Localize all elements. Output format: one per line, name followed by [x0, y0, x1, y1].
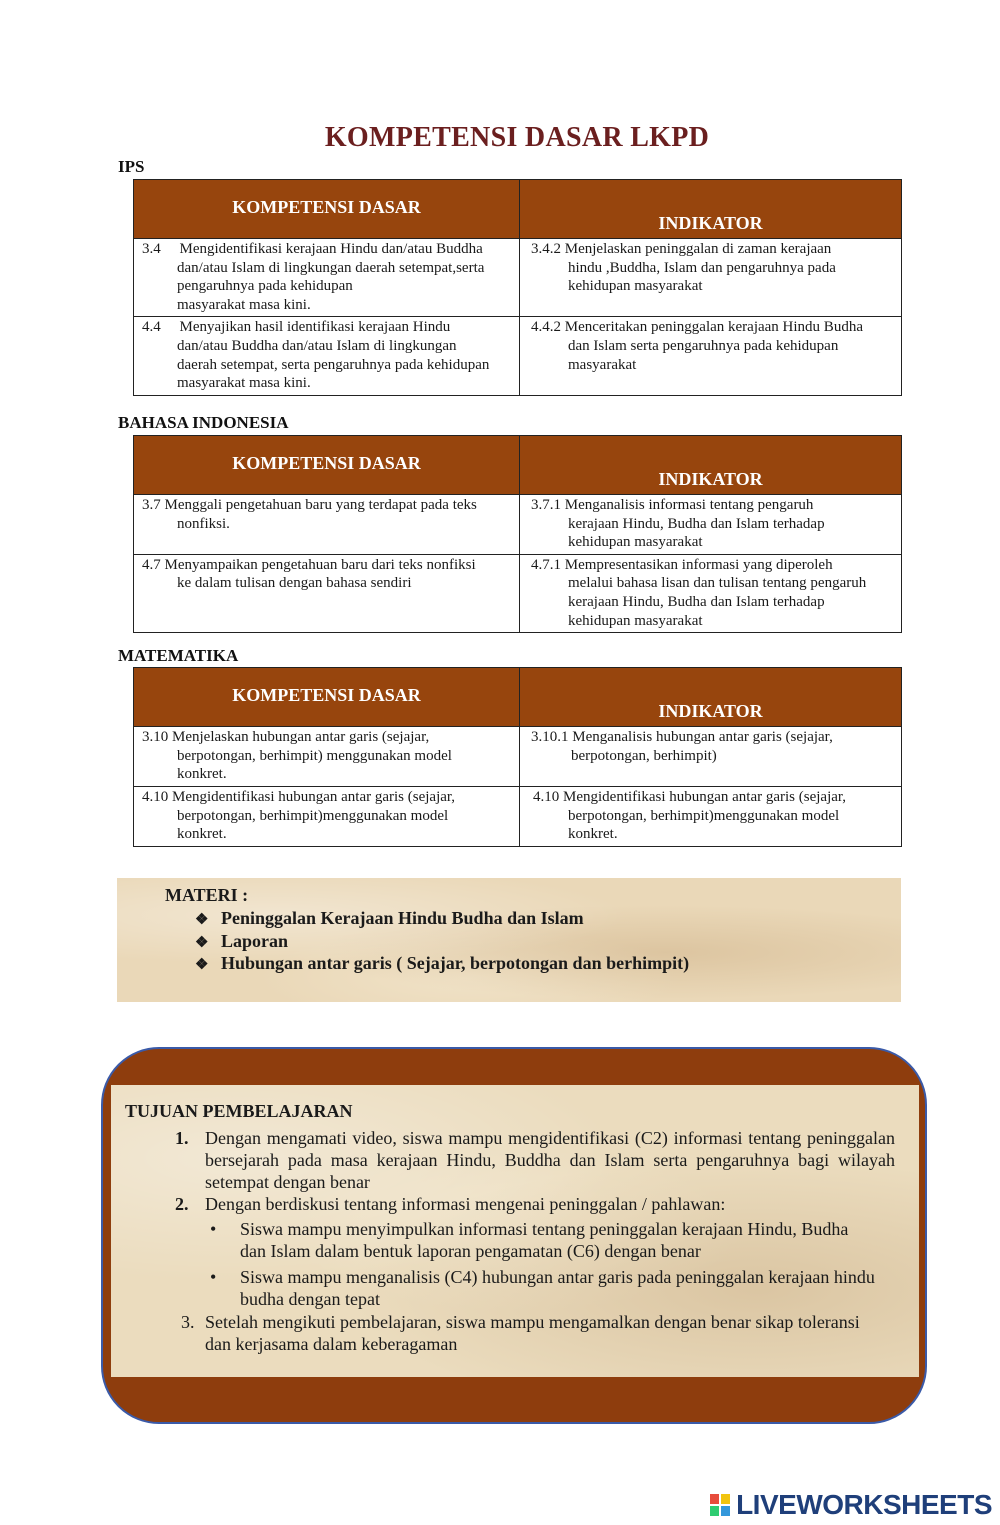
bullet-icon: • — [210, 1219, 217, 1239]
kd-cell — [134, 787, 520, 847]
table-row — [134, 495, 902, 555]
kd-line: 3.7 Menggali pengetahuan baru yang terdapat pada teks — [142, 497, 477, 513]
tujuan-bullet-1 — [210, 1218, 860, 1262]
tujuan-bullet-2 — [210, 1266, 900, 1310]
kd-line: pengaruhnya pada kehidupan — [177, 278, 353, 295]
kd-line: dan/atau Buddha dan/atau Islam di lingkungan — [177, 337, 457, 354]
ind-line: kehidupan masyarakat — [568, 534, 703, 551]
header-indikator: INDIKATOR — [520, 668, 902, 727]
materi-item-text: Laporan — [221, 930, 289, 951]
table-row — [134, 554, 902, 632]
materi-list — [195, 908, 689, 976]
kd-line: 4.4 Menyajikan hasil identifikasi kerajaan Hindu — [142, 319, 451, 336]
indikator-cell — [520, 239, 902, 317]
ind-line: hindu ,Buddha, Islam dan pengaruhnya pada — [568, 259, 836, 276]
materi-heading: MATERI : — [165, 885, 249, 905]
kd-line: konkret. — [177, 766, 227, 783]
ind-line: berpotongan, berhimpit) — [571, 747, 717, 764]
materi-box — [117, 878, 901, 1002]
materi-item-text: Hubungan antar garis ( Sejajar, berpotongan dan berhimpit) — [221, 953, 690, 973]
bahasa-table — [133, 435, 902, 633]
ind-line: kerajaan Hindu, Budha dan Islam terhadap — [568, 593, 825, 610]
kd-line: 4.10 Mengidentifikasi hubungan antar garis (sejajar, — [142, 789, 456, 805]
kd-line: berpotongan, berhimpit)menggunakan model — [177, 807, 449, 824]
tujuan-bullet-text: Siswa mampu menganalisis (C4) hubungan antar garis pada peninggalan kerajaan hindu budha dengan tepat — [240, 1267, 875, 1309]
ips-table — [133, 179, 902, 396]
indikator-cell — [520, 554, 902, 632]
indikator-cell — [520, 787, 902, 847]
header-kd: KOMPETENSI DASAR — [134, 436, 520, 495]
ind-line: konkret. — [568, 826, 618, 843]
kd-line: daerah setempat, serta pengaruhnya pada kehidupan — [177, 356, 490, 373]
ind-line: kehidupan masyarakat — [568, 278, 703, 295]
page-title: KOMPETENSI DASAR LKPD — [324, 122, 710, 153]
ind-line: 4.10 Mengidentifikasi hubungan antar garis (sejajar, — [533, 789, 847, 805]
kd-line: 4.7 Menyampaikan pengetahuan baru dari teks nonfiksi — [142, 556, 476, 573]
kd-line: nonfiksi. — [177, 515, 230, 532]
materi-item-text: Peninggalan Kerajaan Hindu Budha dan Islam — [221, 908, 584, 928]
ind-line: dan Islam serta pengaruhnya pada kehidupan — [568, 337, 839, 354]
ind-line: melalui bahasa lisan dan tulisan tentang pengaruh — [568, 575, 867, 592]
kd-line: masyarakat masa kini. — [177, 296, 311, 313]
kd-cell — [134, 317, 520, 395]
ind-line: 3.10.1 Menganalisis hubungan antar garis (sejajar, — [531, 729, 833, 745]
table-row — [134, 787, 902, 847]
ind-line: 3.4.2 Menjelaskan peninggalan di zaman kerajaan — [531, 241, 832, 257]
kd-line: 3.10 Menjelaskan hubungan antar garis (sejajar, — [142, 729, 430, 745]
tujuan-item-text: Dengan berdiskusi tentang informasi mengenai peninggalan / pahlawan: — [205, 1194, 726, 1214]
indikator-cell — [520, 727, 902, 787]
item-number: 2. — [175, 1194, 189, 1214]
ind-line: kehidupan masyarakat — [568, 612, 703, 629]
item-number: 3. — [181, 1312, 195, 1332]
bullet-icon: • — [210, 1267, 217, 1287]
indikator-cell — [520, 495, 902, 555]
ind-line: 4.4.2 Menceritakan peninggalan kerajaan Hindu Budha — [531, 319, 863, 336]
ind-line: masyarakat — [568, 356, 637, 373]
liveworksheets-logo — [736, 1489, 992, 1519]
subject-ips: IPS — [118, 157, 145, 176]
kd-line: dan/atau Islam di lingkungan daerah setempat,serta — [177, 259, 485, 276]
tujuan-item-2 — [175, 1193, 895, 1215]
table-row — [134, 727, 902, 787]
matematika-table — [133, 667, 902, 847]
tujuan-frame — [101, 1047, 927, 1424]
kd-cell — [134, 239, 520, 317]
list-item — [195, 953, 689, 976]
tujuan-bullet-text: Siswa mampu menyimpulkan informasi tentang peninggalan kerajaan Hindu, Budha dan Islam dalam bentuk laporan pengamatan (C6) dengan benar — [240, 1219, 849, 1261]
diamond-bullet-icon: ❖ — [195, 912, 209, 928]
kd-line: berpotongan, berhimpit) menggunakan model — [177, 747, 452, 764]
ind-line: 4.7.1 Mempresentasikan informasi yang diperoleh — [531, 556, 833, 573]
logo-mark-icon — [710, 1494, 730, 1516]
kd-cell — [134, 554, 520, 632]
tujuan-content — [111, 1085, 919, 1377]
ind-line: 3.7.1 Menganalisis informasi tentang pengaruh — [531, 497, 814, 513]
indikator-cell — [520, 317, 902, 395]
diamond-bullet-icon: ❖ — [195, 957, 209, 973]
table-row — [134, 239, 902, 317]
header-kd: KOMPETENSI DASAR — [134, 180, 520, 239]
diamond-bullet-icon: ❖ — [195, 934, 209, 951]
header-indikator: INDIKATOR — [520, 436, 902, 495]
kd-cell — [134, 495, 520, 555]
ind-line: kerajaan Hindu, Budha dan Islam terhadap — [568, 515, 825, 532]
tujuan-heading: TUJUAN PEMBELAJARAN — [125, 1101, 353, 1121]
kd-line: 3.4 Mengidentifikasi kerajaan Hindu dan/atau Buddha — [142, 241, 483, 257]
table-row — [134, 317, 902, 395]
header-indikator: INDIKATOR — [520, 180, 902, 239]
list-item — [195, 931, 689, 954]
tujuan-item-text: Dengan mengamati video, siswa mampu mengidentifikasi (C2) informasi tentang peninggalan bersejarah pada masa kerajaan Hindu, Buddha dan Islam serta pengaruhnya bagi wilayah setempat dengan benar — [205, 1128, 895, 1192]
logo-text: LIVEWORKSHEETS — [736, 1489, 992, 1520]
ind-line: berpotongan, berhimpit)menggunakan model — [568, 807, 840, 824]
list-item — [195, 908, 689, 931]
kd-line: masyarakat masa kini. — [177, 375, 311, 392]
subject-matematika: MATEMATIKA — [118, 646, 239, 665]
kd-line: konkret. — [177, 826, 227, 843]
kd-cell — [134, 727, 520, 787]
tujuan-item-3 — [181, 1311, 865, 1355]
header-kd: KOMPETENSI DASAR — [134, 668, 520, 727]
kd-line: ke dalam tulisan dengan bahasa sendiri — [177, 575, 412, 592]
item-number: 1. — [175, 1128, 189, 1148]
subject-bahasa-indonesia: BAHASA INDONESIA — [118, 413, 289, 432]
tujuan-item-text: Setelah mengikuti pembelajaran, siswa mampu mengamalkan dengan benar sikap toleransi dan kerjasama dalam keberagaman — [205, 1312, 860, 1354]
tujuan-item-1 — [175, 1127, 895, 1193]
